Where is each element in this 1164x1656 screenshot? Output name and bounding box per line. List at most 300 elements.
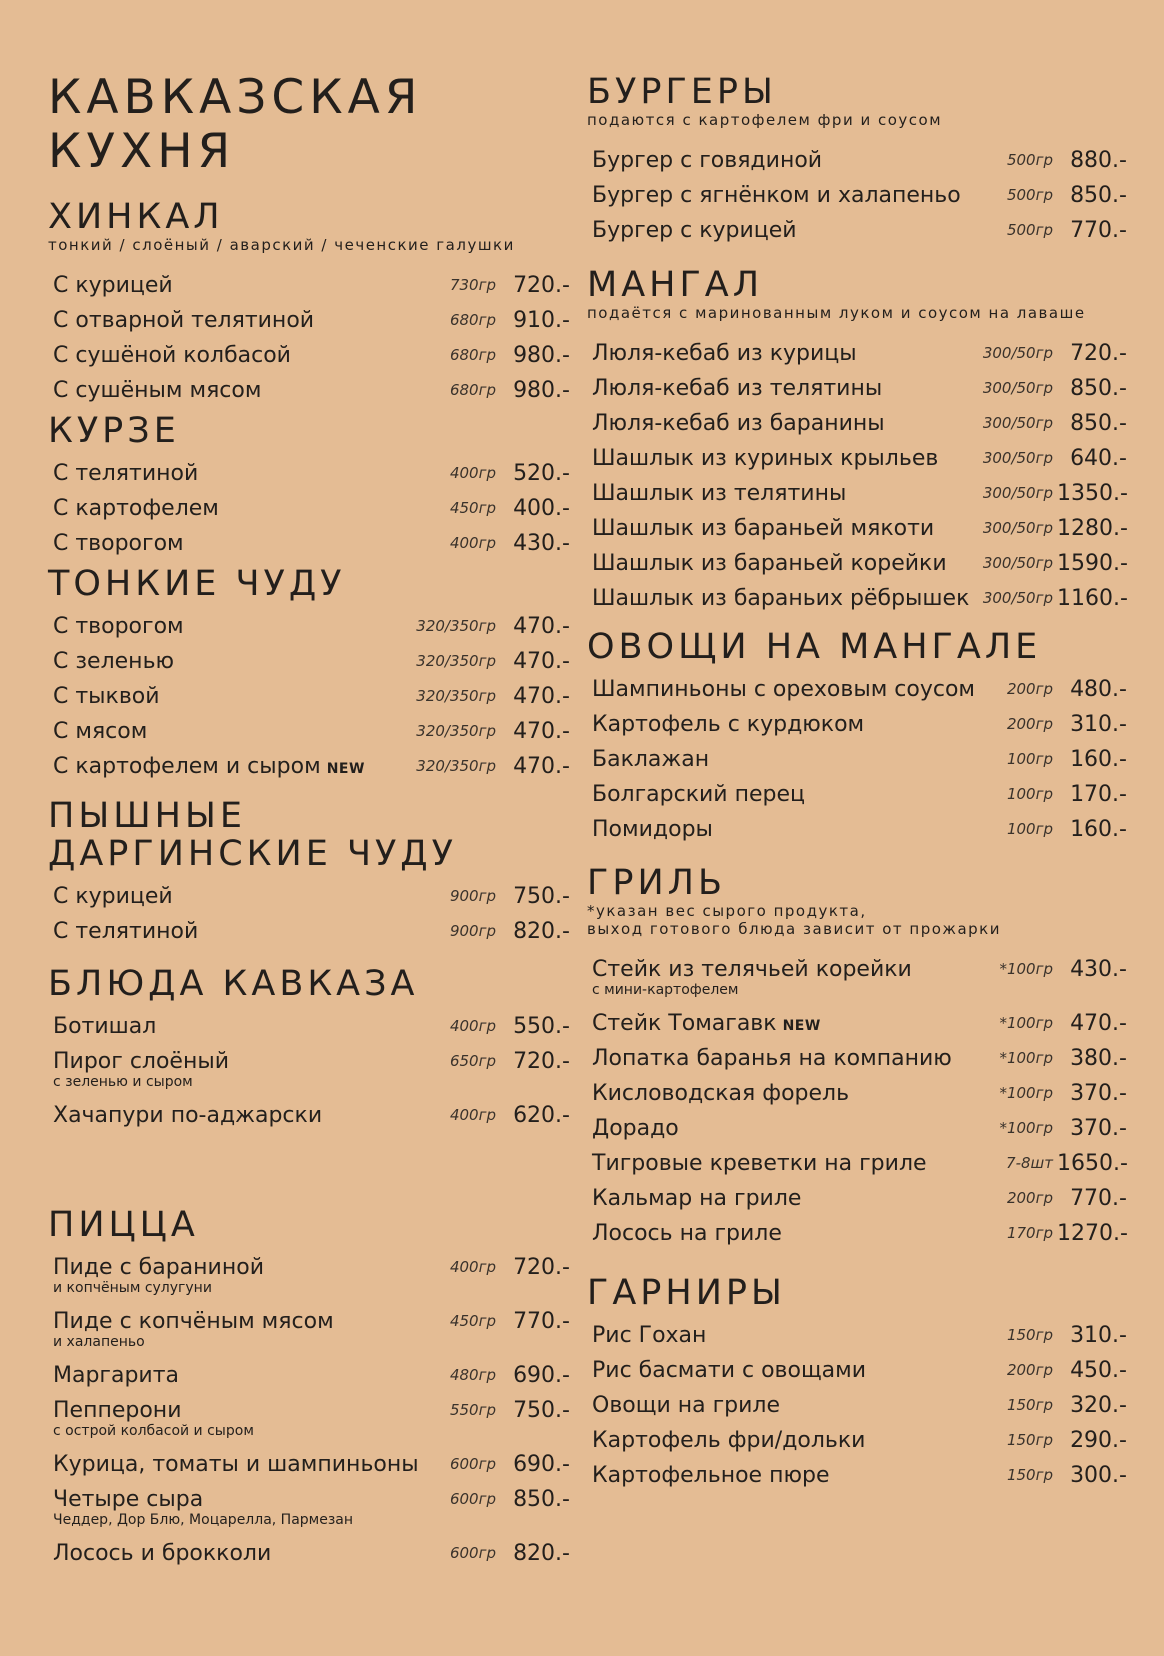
item-name-text: Ботишал bbox=[53, 1014, 157, 1039]
menu-item-row bbox=[587, 476, 1127, 511]
item-name-text: С телятиной bbox=[53, 919, 199, 944]
menu-item-row bbox=[587, 581, 1127, 616]
item-price: 470.- bbox=[513, 719, 570, 744]
item-note: с мини-картофелем bbox=[592, 982, 739, 998]
item-price: 370.- bbox=[1070, 1116, 1127, 1141]
menu-item-row bbox=[48, 1536, 570, 1571]
item-name bbox=[592, 742, 709, 777]
menu-section bbox=[48, 565, 570, 784]
item-name-text: Четыре сыра bbox=[53, 1487, 204, 1512]
menu-section bbox=[48, 1206, 570, 1571]
item-name bbox=[53, 879, 173, 914]
item-name-text: Лосось на гриле bbox=[592, 1221, 782, 1246]
item-price: 290.- bbox=[1070, 1428, 1127, 1453]
item-name bbox=[53, 491, 219, 526]
item-weight: 600гр bbox=[449, 1544, 496, 1562]
section-items bbox=[587, 952, 1127, 1251]
menu-item-row bbox=[48, 644, 570, 679]
menu-item-row bbox=[48, 491, 570, 526]
item-name bbox=[592, 511, 934, 546]
item-price: 910.- bbox=[513, 308, 570, 333]
menu-item-row bbox=[48, 749, 570, 784]
item-weight: 600гр bbox=[449, 1455, 496, 1473]
item-name-text: С картофелем и сыром bbox=[53, 754, 321, 779]
menu-item bbox=[587, 1181, 1127, 1216]
menu-item-row bbox=[587, 1353, 1127, 1388]
menu-item bbox=[48, 1358, 570, 1393]
item-name bbox=[592, 1216, 782, 1251]
menu-item bbox=[587, 476, 1127, 511]
menu-item bbox=[48, 749, 570, 784]
item-name-text: Шампиньоны с ореховым соусом bbox=[592, 677, 976, 702]
section-items bbox=[587, 143, 1127, 248]
item-price: 1350.- bbox=[1057, 481, 1128, 506]
item-name-text: С творогом bbox=[53, 614, 184, 639]
menu-item-row bbox=[587, 1041, 1127, 1076]
item-price: 690.- bbox=[513, 1363, 570, 1388]
item-name bbox=[592, 777, 805, 812]
menu-item-row bbox=[587, 1458, 1127, 1493]
menu-item bbox=[48, 1250, 570, 1296]
section-title: МАНГАЛ bbox=[587, 265, 764, 305]
item-price: 470.- bbox=[1070, 1011, 1127, 1036]
item-name-text: Стейк Томагавк bbox=[592, 1011, 777, 1036]
item-name-text: Картофель фри/дольки bbox=[592, 1428, 866, 1453]
menu-item-row bbox=[48, 1009, 570, 1044]
item-name bbox=[53, 303, 314, 338]
menu-item bbox=[48, 268, 570, 303]
item-price: 170.- bbox=[1070, 782, 1127, 807]
menu-item-row bbox=[48, 338, 570, 373]
item-name-text: Люля-кебаб из телятины bbox=[592, 376, 883, 401]
item-name-text: Овощи на гриле bbox=[592, 1393, 781, 1418]
menu-item bbox=[587, 371, 1127, 406]
menu-item-row bbox=[587, 213, 1127, 248]
item-price: 1160.- bbox=[1057, 586, 1128, 611]
item-price: 750.- bbox=[513, 884, 570, 909]
item-price: 720.- bbox=[1070, 341, 1127, 366]
menu-item bbox=[48, 914, 570, 949]
menu-item bbox=[587, 1216, 1127, 1251]
section-items bbox=[48, 456, 570, 561]
section-items bbox=[587, 1318, 1127, 1493]
section-items bbox=[48, 268, 570, 408]
item-name-text: Хачапури по-аджарски bbox=[53, 1103, 323, 1128]
menu-item-row bbox=[587, 441, 1127, 476]
menu-item bbox=[587, 178, 1127, 213]
section-title: ПИЦЦА bbox=[48, 1205, 199, 1245]
item-name bbox=[53, 1009, 156, 1044]
menu-item bbox=[587, 707, 1127, 742]
new-badge: NEW bbox=[326, 761, 365, 777]
menu-section bbox=[587, 864, 1127, 1251]
item-name bbox=[53, 268, 173, 303]
item-name bbox=[53, 1358, 179, 1393]
item-name bbox=[592, 1111, 679, 1146]
item-name-text: С сушёным мясом bbox=[53, 378, 262, 403]
section-title: ГАРНИРЫ bbox=[587, 1273, 786, 1313]
item-name bbox=[53, 1536, 271, 1571]
item-name-text: Бургер с курицей bbox=[592, 218, 797, 243]
item-price: 820.- bbox=[513, 1541, 570, 1566]
item-name-text: Курица, томаты и шампиньоны bbox=[53, 1452, 419, 1477]
item-name bbox=[592, 371, 882, 406]
menu-item-row bbox=[587, 1318, 1127, 1353]
item-name-text: Шашлык из куриных крыльев bbox=[592, 446, 939, 471]
section-title-line-2: ДАРГИНСКИЕ ЧУДУ bbox=[48, 834, 457, 874]
item-name-text: Рис Гохан bbox=[592, 1323, 707, 1348]
item-weight: 150гр bbox=[1006, 1431, 1053, 1449]
item-price: 720.- bbox=[513, 1255, 570, 1280]
menu-item-row bbox=[48, 303, 570, 338]
menu-section bbox=[587, 73, 1127, 248]
item-weight: 400гр bbox=[449, 1258, 496, 1276]
menu-item-row bbox=[587, 511, 1127, 546]
menu-section bbox=[48, 965, 570, 1133]
menu-item bbox=[48, 373, 570, 408]
item-name-text: Болгарский перец bbox=[592, 782, 805, 807]
menu-item-row bbox=[587, 1216, 1127, 1251]
menu-item-row bbox=[587, 143, 1127, 178]
menu-item bbox=[587, 1318, 1127, 1353]
item-weight: 650гр bbox=[449, 1052, 496, 1070]
item-price: 850.- bbox=[1070, 376, 1127, 401]
menu-item bbox=[587, 546, 1127, 581]
item-weight: 300/50гр bbox=[982, 344, 1053, 362]
item-price: 880.- bbox=[1070, 148, 1127, 173]
menu-item bbox=[48, 491, 570, 526]
item-price: 310.- bbox=[1070, 1323, 1127, 1348]
item-name-text: Люля-кебаб из баранины bbox=[592, 411, 885, 436]
item-name-text: С зеленью bbox=[53, 649, 175, 674]
item-name bbox=[53, 1098, 322, 1133]
item-weight: 170гр bbox=[1006, 1224, 1053, 1242]
menu-item bbox=[48, 303, 570, 338]
item-price: 770.- bbox=[513, 1309, 570, 1334]
section-items bbox=[587, 336, 1127, 616]
menu-item-row bbox=[587, 406, 1127, 441]
item-weight: 300/50гр bbox=[982, 379, 1053, 397]
menu-item bbox=[48, 1009, 570, 1044]
section-title: КУРЗЕ bbox=[48, 411, 180, 451]
menu-item-row bbox=[587, 371, 1127, 406]
item-price: 620.- bbox=[513, 1103, 570, 1128]
item-weight: 450гр bbox=[449, 499, 496, 517]
menu-item bbox=[48, 714, 570, 749]
menu-item bbox=[48, 879, 570, 914]
item-price: 520.- bbox=[513, 461, 570, 486]
item-weight: 200гр bbox=[1006, 1361, 1053, 1379]
item-weight: 150гр bbox=[1006, 1466, 1053, 1484]
item-name-text: Дорадо bbox=[592, 1116, 679, 1141]
item-name bbox=[592, 1318, 706, 1353]
item-price: 720.- bbox=[513, 1049, 570, 1074]
menu-item bbox=[48, 1393, 570, 1439]
section-items bbox=[48, 879, 570, 949]
menu-item bbox=[48, 1044, 570, 1090]
item-weight: 320/350гр bbox=[416, 687, 496, 705]
menu-item-row bbox=[587, 1181, 1127, 1216]
item-name-text: Картофельное пюре bbox=[592, 1463, 830, 1488]
item-weight: *100гр bbox=[999, 1014, 1053, 1032]
item-price: 850.- bbox=[1070, 411, 1127, 436]
section-title: БЛЮДА КАВКАЗА bbox=[48, 964, 419, 1004]
item-weight: 200гр bbox=[1006, 680, 1053, 698]
item-price: 470.- bbox=[513, 684, 570, 709]
item-name bbox=[53, 526, 184, 561]
item-weight: 300/50гр bbox=[982, 414, 1053, 432]
menu-item-row bbox=[587, 812, 1127, 847]
item-price: 770.- bbox=[1070, 1186, 1127, 1211]
item-name-text: Рис басмати с овощами bbox=[592, 1358, 867, 1383]
item-name bbox=[53, 749, 365, 787]
item-name-text: Бургер с ягнёнком и халапеньо bbox=[592, 183, 961, 208]
item-name-text: Шашлык из телятины bbox=[592, 481, 847, 506]
menu-title-line-2: КУХНЯ bbox=[48, 124, 236, 179]
menu-item-row bbox=[48, 268, 570, 303]
menu-item bbox=[48, 1098, 570, 1133]
item-name-text: Картофель с курдюком bbox=[592, 712, 865, 737]
item-name bbox=[592, 1006, 821, 1044]
item-price: 980.- bbox=[513, 378, 570, 403]
item-name bbox=[592, 143, 822, 178]
item-price: 400.- bbox=[513, 496, 570, 521]
menu-item-row bbox=[48, 714, 570, 749]
item-name bbox=[592, 1458, 830, 1493]
menu-item-row bbox=[587, 1388, 1127, 1423]
menu-item bbox=[587, 742, 1127, 777]
menu-item bbox=[587, 777, 1127, 812]
menu-item-row bbox=[48, 1447, 570, 1482]
item-weight: 7-8шт bbox=[1006, 1154, 1053, 1172]
item-weight: 500гр bbox=[1006, 151, 1053, 169]
item-price: 850.- bbox=[1070, 183, 1127, 208]
item-price: 1650.- bbox=[1057, 1151, 1128, 1176]
menu-item bbox=[587, 1388, 1127, 1423]
item-price: 850.- bbox=[513, 1487, 570, 1512]
item-name bbox=[53, 1447, 419, 1482]
item-name bbox=[592, 812, 713, 847]
menu-item bbox=[587, 581, 1127, 616]
menu-item-row bbox=[587, 1423, 1127, 1458]
item-name-text: С сушёной колбасой bbox=[53, 343, 291, 368]
item-name-text: С мясом bbox=[53, 719, 148, 744]
item-weight: *100гр bbox=[999, 1084, 1053, 1102]
item-weight: 320/350гр bbox=[416, 722, 496, 740]
item-weight: 500гр bbox=[1006, 186, 1053, 204]
menu-item bbox=[48, 526, 570, 561]
item-weight: 550гр bbox=[449, 1401, 496, 1419]
menu-item-row bbox=[587, 1111, 1127, 1146]
menu-item bbox=[587, 213, 1127, 248]
item-price: 820.- bbox=[513, 919, 570, 944]
menu-item-row bbox=[587, 1076, 1127, 1111]
item-price: 160.- bbox=[1070, 817, 1127, 842]
item-price: 430.- bbox=[1070, 957, 1127, 982]
item-name-text: Шашлык из бараньей корейки bbox=[592, 551, 947, 576]
item-note: с зеленью и сыром bbox=[53, 1074, 193, 1090]
item-note: и копчёным сулугуни bbox=[53, 1280, 212, 1296]
item-name-text: С картофелем bbox=[53, 496, 219, 521]
menu-item bbox=[587, 1041, 1127, 1076]
section-items bbox=[48, 609, 570, 784]
item-name-text: Шашлык из бараньей мякоти bbox=[592, 516, 935, 541]
menu-item bbox=[48, 679, 570, 714]
item-weight: 600гр bbox=[449, 1490, 496, 1508]
item-name bbox=[592, 1423, 865, 1458]
menu-item-row bbox=[587, 1006, 1127, 1041]
item-weight: 100гр bbox=[1006, 785, 1053, 803]
menu-item-row bbox=[48, 373, 570, 408]
item-weight: *100гр bbox=[999, 1119, 1053, 1137]
item-name-text: Кисловодская форель bbox=[592, 1081, 850, 1106]
item-name-text: С тыквой bbox=[53, 684, 160, 709]
menu-item bbox=[587, 441, 1127, 476]
section-items bbox=[48, 1009, 570, 1133]
item-name-text: С курицей bbox=[53, 884, 173, 909]
section-title: БУРГЕРЫ bbox=[587, 72, 777, 112]
item-name bbox=[592, 441, 938, 476]
item-name bbox=[53, 644, 174, 679]
item-name-text: Пепперони bbox=[53, 1398, 182, 1423]
item-price: 690.- bbox=[513, 1452, 570, 1477]
item-name bbox=[592, 213, 797, 248]
menu-section bbox=[587, 1274, 1127, 1493]
menu-item bbox=[587, 1076, 1127, 1111]
item-name bbox=[53, 456, 198, 491]
item-price: 550.- bbox=[513, 1014, 570, 1039]
item-name bbox=[53, 373, 261, 408]
item-weight: 150гр bbox=[1006, 1396, 1053, 1414]
menu-item-row bbox=[587, 672, 1127, 707]
item-weight: 400гр bbox=[449, 464, 496, 482]
item-price: 770.- bbox=[1070, 218, 1127, 243]
item-name bbox=[592, 476, 846, 511]
item-price: 1270.- bbox=[1057, 1221, 1128, 1246]
item-name bbox=[592, 1146, 927, 1181]
section-subtitle-line-2: выход готового блюда зависит от прожарки bbox=[587, 920, 1001, 938]
item-name bbox=[53, 914, 198, 949]
item-note: с острой колбасой и сыром bbox=[53, 1423, 254, 1439]
menu-item bbox=[587, 511, 1127, 546]
menu-item bbox=[587, 406, 1127, 441]
new-badge: NEW bbox=[782, 1018, 821, 1034]
item-weight: 730гр bbox=[449, 276, 496, 294]
item-name-text: Пиде с копчёным мясом bbox=[53, 1309, 334, 1334]
item-price: 450.- bbox=[1070, 1358, 1127, 1383]
section-title: ПЫШНЫЕ bbox=[48, 796, 246, 836]
menu-item-row bbox=[48, 526, 570, 561]
item-weight: *100гр bbox=[999, 1049, 1053, 1067]
item-price: 480.- bbox=[1070, 677, 1127, 702]
item-price: 300.- bbox=[1070, 1463, 1127, 1488]
menu-section bbox=[587, 628, 1127, 847]
section-items bbox=[587, 672, 1127, 847]
item-price: 640.- bbox=[1070, 446, 1127, 471]
item-name-text: Пирог слоёный bbox=[53, 1049, 230, 1074]
item-weight: *100гр bbox=[999, 960, 1053, 978]
menu-item-row bbox=[48, 1358, 570, 1393]
menu-item-row bbox=[48, 879, 570, 914]
section-title: ТОНКИЕ ЧУДУ bbox=[48, 564, 346, 604]
item-price: 1590.- bbox=[1057, 551, 1128, 576]
section-title: ОВОЩИ НА МАНГАЛЕ bbox=[587, 627, 1042, 667]
menu-item-row bbox=[587, 742, 1127, 777]
item-name-text: С творогом bbox=[53, 531, 184, 556]
item-name bbox=[592, 546, 947, 581]
item-name bbox=[592, 336, 857, 371]
menu-section bbox=[587, 266, 1127, 616]
item-weight: 150гр bbox=[1006, 1326, 1053, 1344]
menu-section bbox=[48, 198, 570, 408]
item-name-text: Баклажан bbox=[592, 747, 710, 772]
item-price: 430.- bbox=[513, 531, 570, 556]
section-subtitle: тонкий / слоёный / аварский / чеченские галушки bbox=[48, 236, 515, 254]
item-weight: 400гр bbox=[449, 1017, 496, 1035]
menu-item bbox=[587, 1146, 1127, 1181]
item-name bbox=[592, 1181, 801, 1216]
item-price: 750.- bbox=[513, 1398, 570, 1423]
section-title: ГРИЛЬ bbox=[587, 863, 726, 903]
item-price: 470.- bbox=[513, 649, 570, 674]
item-weight: 200гр bbox=[1006, 715, 1053, 733]
item-name-text: Бургер с говядиной bbox=[592, 148, 823, 173]
menu-item bbox=[587, 1353, 1127, 1388]
item-price: 320.- bbox=[1070, 1393, 1127, 1418]
item-weight: 300/50гр bbox=[982, 519, 1053, 537]
item-name-text: Шашлык из бараньих рёбрышек bbox=[592, 586, 970, 611]
item-name bbox=[592, 1353, 866, 1388]
item-note: Чеддер, Дор Блю, Моцарелла, Пармезан bbox=[53, 1512, 354, 1528]
item-name-text: Люля-кебаб из курицы bbox=[592, 341, 857, 366]
menu-item bbox=[587, 1006, 1127, 1041]
item-name-text: С телятиной bbox=[53, 461, 199, 486]
item-price: 470.- bbox=[513, 614, 570, 639]
item-weight: 100гр bbox=[1006, 750, 1053, 768]
item-name-text: Маргарита bbox=[53, 1363, 180, 1388]
menu-item bbox=[587, 1423, 1127, 1458]
item-name-text: Помидоры bbox=[592, 817, 713, 842]
menu-item-row bbox=[48, 609, 570, 644]
menu-item-row bbox=[587, 777, 1127, 812]
section-title: ХИНКАЛ bbox=[48, 197, 224, 237]
menu-item-row bbox=[587, 178, 1127, 213]
item-weight: 320/350гр bbox=[416, 617, 496, 635]
item-weight: 680гр bbox=[449, 311, 496, 329]
menu-item bbox=[48, 338, 570, 373]
item-weight: 300/50гр bbox=[982, 484, 1053, 502]
item-name-text: Пиде с бараниной bbox=[53, 1255, 264, 1280]
item-name-text: Лосось и брокколи bbox=[53, 1541, 272, 1566]
item-name bbox=[53, 679, 160, 714]
menu-item bbox=[48, 1482, 570, 1528]
menu-item bbox=[587, 952, 1127, 998]
section-subtitle: подаётся с маринованным луком и соусом на лаваше bbox=[587, 304, 1086, 322]
item-weight: 680гр bbox=[449, 381, 496, 399]
item-price: 380.- bbox=[1070, 1046, 1127, 1071]
item-weight: 200гр bbox=[1006, 1189, 1053, 1207]
item-weight: 320/350гр bbox=[416, 757, 496, 775]
item-price: 980.- bbox=[513, 343, 570, 368]
menu-item bbox=[48, 644, 570, 679]
item-name-text: Кальмар на гриле bbox=[592, 1186, 802, 1211]
menu-item bbox=[587, 1111, 1127, 1146]
item-name-text: С отварной телятиной bbox=[53, 308, 315, 333]
menu-item-row bbox=[587, 1146, 1127, 1181]
menu-item bbox=[587, 143, 1127, 178]
section-subtitle: *указан вес сырого продукта, bbox=[587, 902, 867, 920]
item-price: 1280.- bbox=[1057, 516, 1128, 541]
